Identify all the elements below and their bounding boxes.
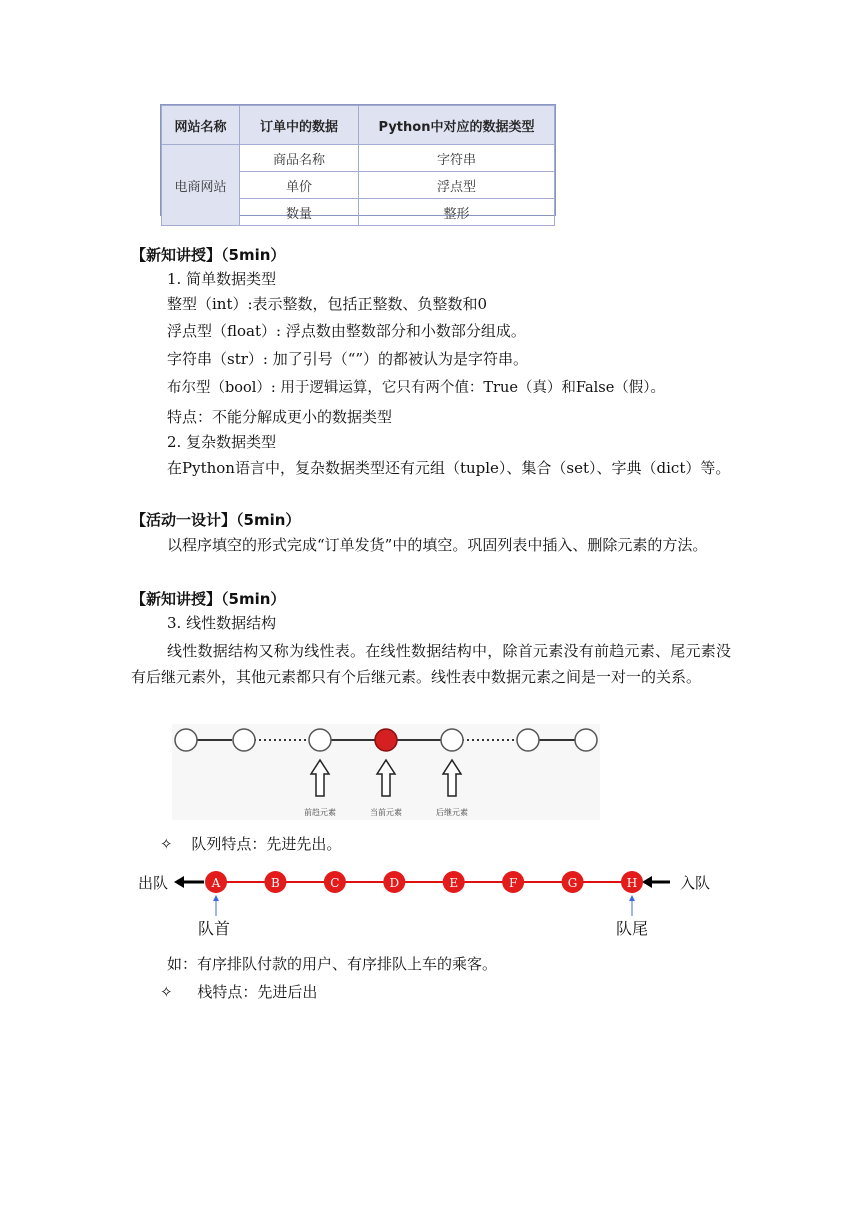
text-activity: 以程序填空的形式完成“订单发货”中的填空。巩固列表中插入、删除元素的方法。	[167, 536, 708, 554]
queue-node-label: H	[626, 876, 638, 890]
section-heading-new-knowledge-2: 【新知讲授】（5min）	[131, 590, 286, 608]
enqueue-arrow-icon	[642, 876, 652, 888]
queue-example: 如：有序排队付款的用户、有序排队上车的乘客。	[167, 955, 498, 973]
stack-feature-line	[160, 981, 317, 1003]
queue-node-label: B	[271, 876, 280, 890]
queue-node-label: G	[567, 876, 578, 890]
dequeue-label: 出队	[138, 874, 169, 892]
linear-structure-diagram	[172, 724, 600, 820]
table-cell-site: 电商网站	[162, 145, 240, 226]
bullet-icon: ✧	[160, 983, 173, 1001]
queue-node-label: A	[211, 876, 221, 890]
table-header-python-type: Python中对应的数据类型	[359, 106, 555, 145]
table-cell: 浮点型	[359, 172, 555, 199]
tail-pointer-icon	[629, 895, 635, 901]
text-feature: 特点：不能分解成更小的数据类型	[167, 408, 393, 426]
current-node-circle	[375, 729, 397, 751]
node-circle	[309, 729, 331, 751]
node-circle	[233, 729, 255, 751]
label-successor: 后继元素	[436, 808, 468, 817]
text-int: 整型（int）:表示整数，包括正整数、负整数和0	[167, 295, 488, 313]
up-arrow-icon	[311, 760, 329, 796]
queue-diagram	[130, 864, 730, 944]
node-circle	[175, 729, 197, 751]
node-circle	[517, 729, 539, 751]
enqueue-label: 入队	[680, 874, 711, 892]
node-circle	[575, 729, 597, 751]
section-heading-activity: 【活动一设计】（5min）	[131, 511, 301, 529]
queue-head-label: 队首	[198, 919, 231, 938]
node-circle	[441, 729, 463, 751]
queue-feature-text: 队列特点：先进先出。	[191, 835, 342, 853]
table-header-site: 网站名称	[162, 106, 240, 145]
table-cell: 单价	[240, 172, 359, 199]
queue-feature-line	[160, 833, 341, 855]
item-complex-types: 2. 复杂数据类型	[167, 433, 277, 451]
data-type-table	[160, 104, 556, 222]
label-current: 当前元素	[370, 808, 402, 817]
linear-structure-svg	[172, 724, 600, 820]
up-arrow-icon	[443, 760, 461, 796]
table-cell: 数量	[240, 199, 359, 226]
section-heading-new-knowledge: 【新知讲授】（5min）	[131, 246, 286, 264]
item-simple-types: 1. 简单数据类型	[167, 270, 277, 288]
queue-svg	[130, 864, 730, 944]
text-complex: 在Python语言中，复杂数据类型还有元组（tuple）、集合（set）、字典（dict）等。	[167, 459, 731, 477]
stack-feature-text: 栈特点：先进后出	[197, 983, 318, 1001]
label-predecessor: 前趋元素	[304, 808, 336, 817]
table-header-order-data: 订单中的数据	[240, 106, 359, 145]
text-linear: 线性数据结构又称为线性表。在线性数据结构中，除首元素没有前趋元素、尾元素没有后继元素外，其他元素都只有个后继元素。线性表中数据元素之间是一对一的关系。	[131, 642, 731, 686]
queue-tail-label: 队尾	[616, 919, 649, 938]
head-pointer-icon	[213, 895, 219, 901]
queue-node-label: F	[508, 876, 518, 890]
dequeue-arrow-icon	[174, 876, 184, 888]
bullet-icon: ✧	[160, 835, 173, 853]
table-cell: 整形	[359, 199, 555, 226]
up-arrow-icon	[377, 760, 395, 796]
table-cell: 商品名称	[240, 145, 359, 172]
text-float: 浮点型（float）: 浮点数由整数部分和小数部分组成。	[167, 322, 526, 340]
queue-node-label: D	[389, 876, 400, 890]
text-str: 字符串（str）: 加了引号（“”）的都被认为是字符串。	[167, 350, 529, 368]
queue-node-label: C	[330, 876, 340, 890]
queue-node-label: E	[449, 876, 459, 890]
table-cell: 字符串	[359, 145, 555, 172]
item-linear-structure: 3. 线性数据结构	[167, 614, 277, 632]
text-bool: 布尔型（bool）: 用于逻辑运算，它只有两个值：True（真）和False（假）。	[167, 380, 666, 396]
